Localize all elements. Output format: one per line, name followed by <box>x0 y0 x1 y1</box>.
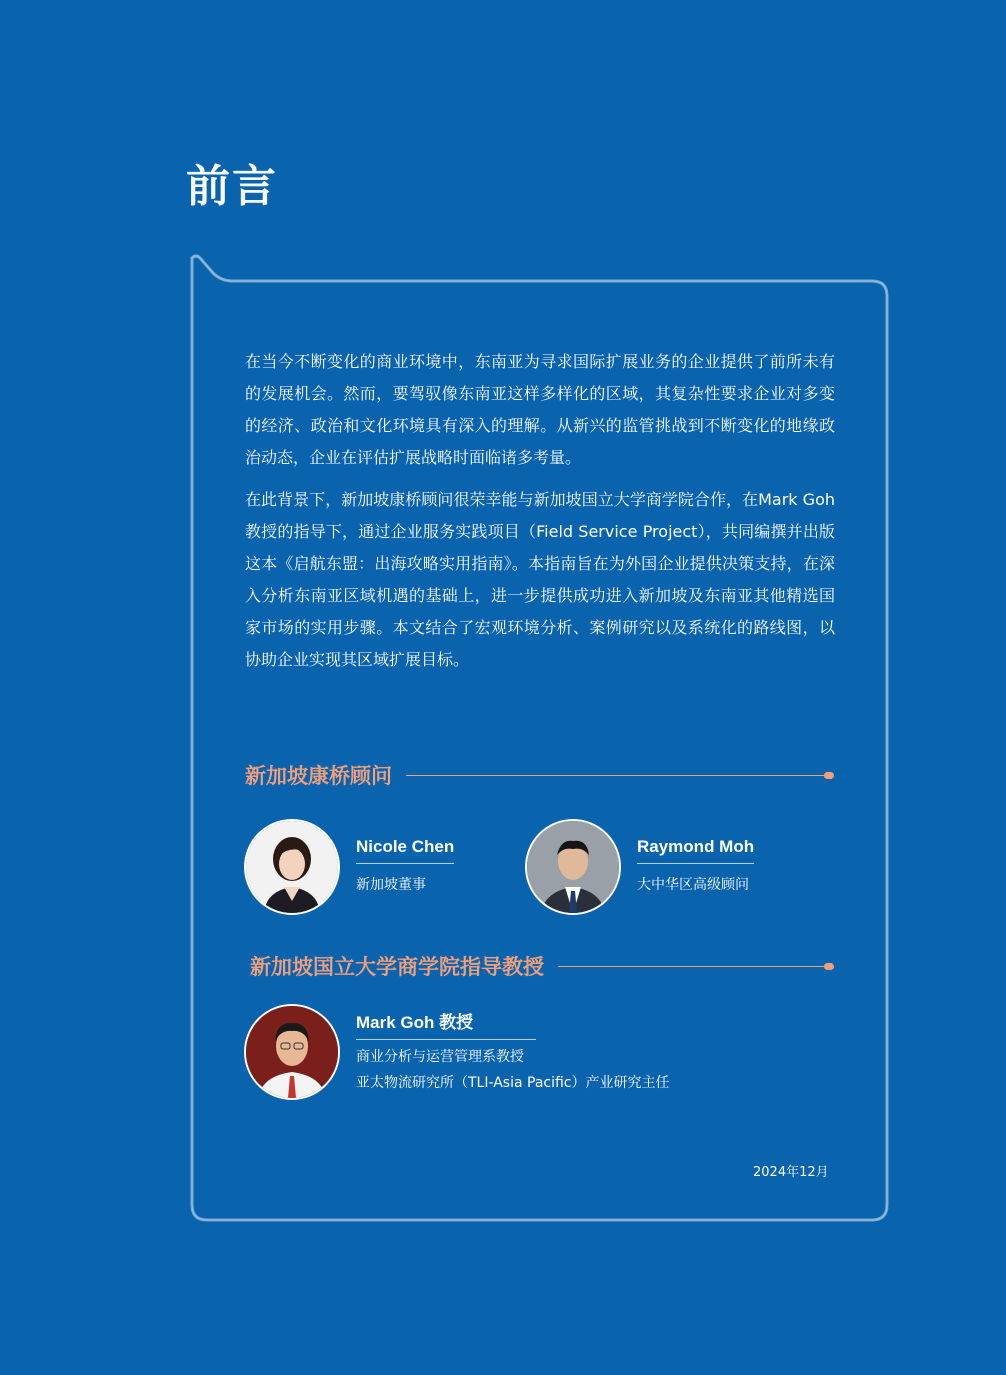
intro-paragraph-1: 在当今不断变化的商业环境中，东南亚为寻求国际扩展业务的企业提供了前所未有的发展机会。然而，要驾驭像东南亚这样多样化的区域，其复杂性要求企业对多变的经济、政治和文化环境具有深入的理解。从新兴的监管挑战到不断变化的地缘政治动态，企业在评估扩展战略时面临诸多考量。 <box>245 352 835 467</box>
consultants-divider <box>406 775 832 776</box>
professor-portrait-icon <box>244 1004 340 1100</box>
person-role: 亚太物流研究所（TLI-Asia Pacific）产业研究主任 <box>356 1075 670 1091</box>
page-title: 前言 <box>186 161 278 212</box>
woman-portrait-icon <box>244 819 340 915</box>
intro-text <box>245 346 835 686</box>
person-name: Raymond Moh <box>637 837 754 864</box>
consultants-heading-text: 新加坡康桥顾问 <box>245 764 392 788</box>
person-raymond-moh <box>525 819 754 915</box>
person-name: Nicole Chen <box>356 837 454 864</box>
advisor-heading <box>250 951 832 981</box>
person-role: 新加坡董事 <box>356 876 426 893</box>
man-portrait-icon <box>525 819 621 915</box>
person-name: Mark Goh 教授 <box>356 1008 536 1040</box>
person-mark-goh <box>244 1004 670 1100</box>
advisor-divider <box>558 966 832 967</box>
person-role: 大中华区高级顾问 <box>637 876 749 893</box>
advisor-heading-text: 新加坡国立大学商学院指导教授 <box>250 955 544 979</box>
consultants-heading <box>245 760 832 790</box>
intro-paragraph-2: 在此背景下，新加坡康桥顾问很荣幸能与新加坡国立大学商学院合作，在Mark Goh教授的指导下，通过企业服务实践项目（Field Service Project），共同编撰并出版这本《启航东盟：出海攻略实用指南》。本指南旨在为外国企业提供决策支持，在深入分析东南亚区域机遇的基础上，进一步提供成功进入新加坡及东南亚其他精选国家市场的实用步骤。本文结合了宏观环境分析、案例研究以及系统化的路线图，以协助企业实现其区域扩展目标。 <box>245 490 835 669</box>
person-role: 商业分析与运营管理系教授 <box>356 1049 524 1065</box>
publication-date: 2024年12月 <box>753 1165 829 1180</box>
person-nicole-chen <box>244 819 454 915</box>
